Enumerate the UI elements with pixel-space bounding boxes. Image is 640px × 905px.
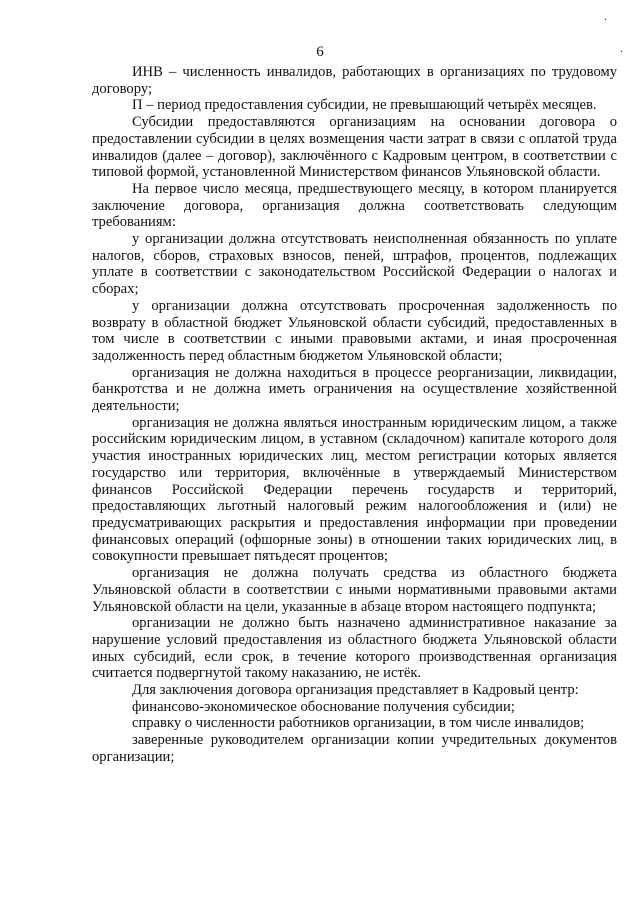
paragraph-period-definition: П – период предоставления субсидии, не превышающий четырёх месяцев. bbox=[132, 97, 597, 114]
paragraph-reorganization: организация не должна находиться в процессе реорганизации, ликвидации, банкротства и не должна иметь ограничения на осуществление хозяйственной деятельности; bbox=[92, 364, 617, 415]
margin-mark: . bbox=[620, 41, 623, 55]
paragraph-inv-definition: ИНВ – численность инвалидов, работающих в организациях по трудовому договору; bbox=[92, 64, 617, 97]
paragraph-subsidy-basis: Субсидии предоставляются организациям на основании договора о предоставлении субсидии в целях возмещения части затрат в связи с оплатой труда инвалидов (далее – договор), заключённого с Кадровым центром, в соответствии с типовой формой, установленной Министерством финансов Ульяновской области. bbox=[92, 114, 617, 181]
paragraph-overdue-debt: у организации должна отсутствовать просроченная задолженность по возврату в областной бюджет Ульяновской области субсидий, предоставленных в том числе в соответствии с иными правовыми актами, и иная просроченная задолженность перед областным бюджетом Ульяновской области; bbox=[92, 297, 617, 364]
paragraph-requirements-intro: На первое число месяца, предшествующего месяцу, в котором планируется заключение договора, организация должна соответствовать следующим требованиям: bbox=[92, 180, 617, 231]
page-number: 6 bbox=[316, 44, 324, 60]
paragraph-tax-obligations: у организации должна отсутствовать неисполненная обязанность по уплате налогов, сборов, страховых взносов, пеней, штрафов, процентов, подлежащих уплате в соответствии с законодательством Российской Федерации о налогах и сборах; bbox=[92, 231, 617, 298]
corner-mark: . bbox=[604, 9, 607, 23]
paragraph-other-funds: организация не должна получать средства из областного бюджета Ульяновской области в соответствии с иными нормативными правовыми актами Ульяновской области на цели, указанные в абзаце втором настоящего подпункта; bbox=[92, 565, 617, 615]
document-body bbox=[92, 64, 617, 766]
paragraph-foreign-entity: организация не должна являться иностранным юридическим лицом, а также российским юридическим лицом, в уставном (складочном) капитале которого доля участия иностранных юридических лиц, местом регистрации которых является государство или территория, включённые в утверждаемый Министерством финансов Российской Федерации перечень государств и территорий, предоставляющих льготный налоговый режим налогообложения и (или) не предусматривающих раскрытия и предоставления информации при проведении финансовых операций (офшорные зоны) в отношении таких юридических лиц, в совокупности превышает пятьдесят процентов; bbox=[92, 414, 617, 565]
paragraph-employee-certificate: справку о численности работников организации, в том числе инвалидов; bbox=[132, 715, 585, 732]
paragraph-founding-documents: заверенные руководителем организации копии учредительных документов организации; bbox=[92, 732, 617, 765]
paragraph-administrative-penalty: организации не должно быть назначено административное наказание за нарушение условий предоставления из областного бюджета Ульяновской области иных субсидий, если срок, в течение которого производственная организация считается подвергнутой такому наказанию, не истёк. bbox=[92, 615, 617, 682]
paragraph-financial-justification: финансово-экономическое обоснование получения субсидии; bbox=[132, 698, 515, 715]
paragraph-documents-intro: Для заключения договора организация представляет в Кадровый центр: bbox=[132, 682, 579, 699]
